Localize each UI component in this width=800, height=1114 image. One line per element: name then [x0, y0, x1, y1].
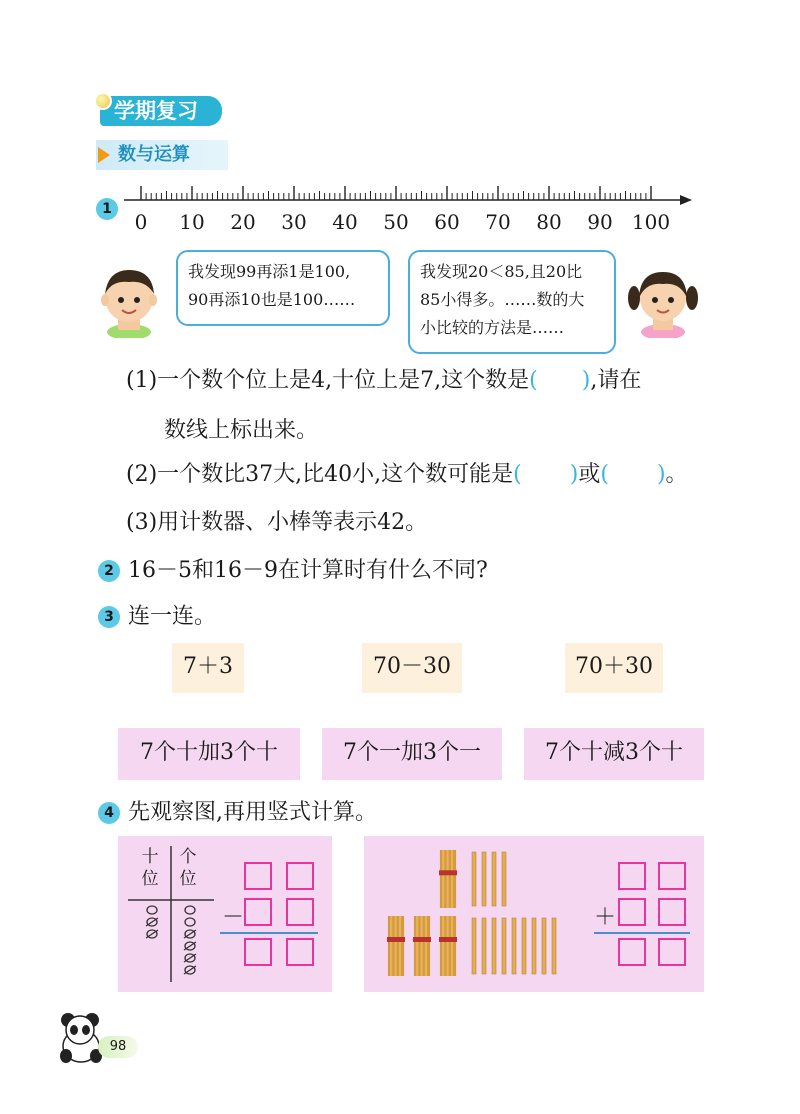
minus-sign: － [222, 905, 245, 930]
question-number-2: 2 [98, 560, 120, 582]
panda-mascot-icon [56, 1010, 106, 1066]
answer-box[interactable] [244, 938, 272, 966]
stick [492, 918, 496, 974]
match-card-bottom[interactable]: 7个一加3个一 [322, 728, 502, 780]
stick [502, 918, 506, 974]
answer-box[interactable] [658, 938, 686, 966]
tick-label: 10 [179, 210, 205, 234]
q4-text: 先观察图,再用竖式计算。 [128, 800, 377, 825]
answer-box[interactable] [244, 862, 272, 890]
sticks-panel [364, 836, 704, 992]
answer-box[interactable] [286, 938, 314, 966]
stick [502, 852, 506, 906]
answer-box[interactable] [286, 898, 314, 926]
boy-speech-bubble: 我发现99再添1是100, 90再添10也是100…… [176, 250, 390, 326]
stick [512, 918, 516, 974]
question-number-3: 3 [98, 606, 120, 628]
match-card-bottom[interactable]: 7个十加3个十 [118, 728, 300, 780]
stick [532, 918, 536, 974]
match-card-bottom[interactable]: 7个十减3个十 [524, 728, 704, 780]
q2-text: 16－5和16－9在计算时有什么不同? [128, 558, 488, 583]
q1-sub1: (1)一个数个位上是4,十位上是7,这个数是( ),请在 [126, 368, 642, 393]
tick-label: 60 [434, 210, 460, 234]
q3-text: 连一连。 [128, 604, 217, 629]
bundled-sticks-illustration [384, 848, 574, 980]
question-number-4: 4 [98, 802, 120, 824]
match-card-top[interactable]: 70＋30 [565, 643, 663, 693]
stick [522, 918, 526, 974]
stick-bundle [387, 916, 405, 976]
stick [482, 852, 486, 906]
number-line-arrow-icon [680, 195, 692, 205]
match-card-top[interactable]: 70－30 [362, 643, 462, 693]
girl-illustration [628, 262, 698, 338]
stick [472, 918, 476, 974]
match-card-top[interactable]: 7＋3 [172, 643, 244, 693]
plus-sign: ＋ [594, 905, 617, 930]
answer-box[interactable] [658, 862, 686, 890]
answer-box[interactable] [618, 862, 646, 890]
stick [542, 918, 546, 974]
tick-label: 0 [134, 210, 148, 234]
tens-column-label: 十 位 [141, 847, 159, 889]
stick [482, 918, 486, 974]
boy-illustration [96, 262, 162, 338]
answer-box[interactable] [658, 898, 686, 926]
sum-line [220, 932, 318, 934]
bullet-icon [94, 92, 112, 110]
subsection-title: 数与运算 [96, 140, 228, 170]
tick-label: 50 [383, 210, 409, 234]
page-number: 98 [98, 1036, 138, 1058]
triangle-arrow-icon [98, 147, 110, 163]
tick-label: 20 [230, 210, 256, 234]
tick-label: 70 [485, 210, 511, 234]
answer-box[interactable] [244, 898, 272, 926]
answer-box[interactable] [286, 862, 314, 890]
stick-bundle [439, 916, 457, 976]
tick-label: 80 [536, 210, 562, 234]
stick [552, 918, 556, 974]
place-value-panel [118, 836, 332, 992]
tick-label: 90 [587, 210, 613, 234]
answer-box[interactable] [618, 938, 646, 966]
stick-bundle [439, 850, 457, 908]
sum-line [594, 932, 690, 934]
tick-label: 40 [332, 210, 358, 234]
place-value-chart [126, 844, 216, 984]
tick-label: 100 [631, 210, 671, 234]
q1-sub1-line2: 数线上标出来。 [164, 418, 319, 443]
q1-sub2: (2)一个数比37大,比40小,这个数可能是( )或( )。 [126, 462, 688, 487]
question-number-1: 1 [96, 198, 118, 220]
stick [472, 852, 476, 906]
tick-label: 30 [281, 210, 307, 234]
answer-box[interactable] [618, 898, 646, 926]
section-title: 学期复习 [100, 96, 222, 126]
ones-column-label: 个 位 [179, 847, 197, 889]
stick [492, 852, 496, 906]
girl-speech-bubble: 我发现20＜85,且20比 85小得多。……数的大 小比较的方法是…… [408, 250, 616, 354]
stick-bundle [413, 916, 431, 976]
q1-sub3: (3)用计数器、小棒等表示42。 [126, 510, 428, 535]
